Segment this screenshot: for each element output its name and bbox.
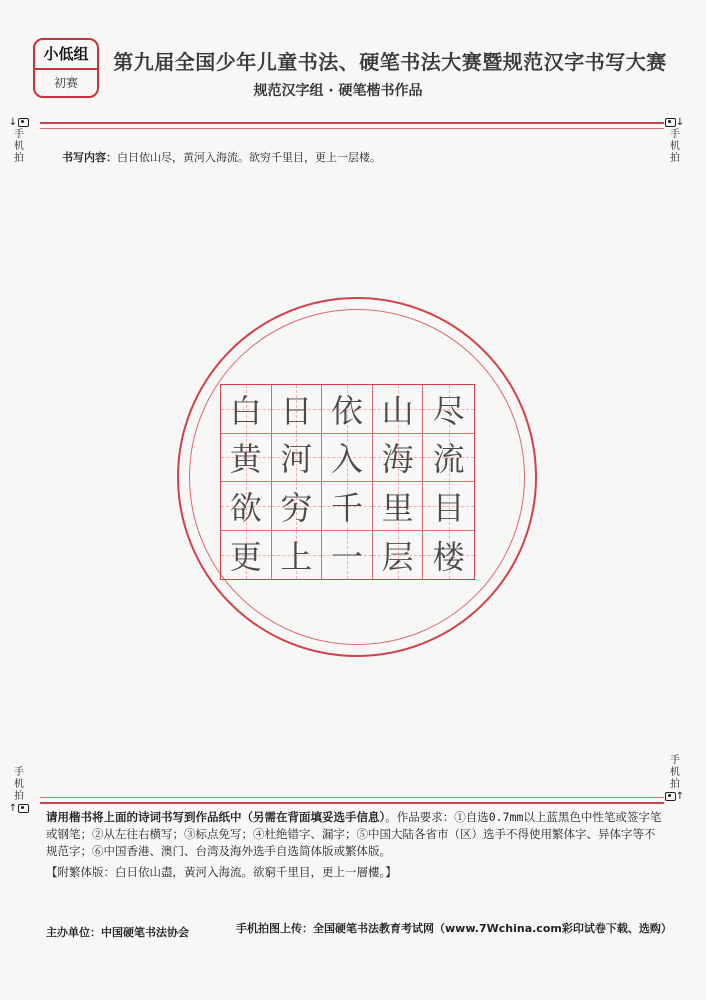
phone-shot-label: 手机拍 [14, 129, 24, 164]
phone-shot-label: 手机拍 [670, 755, 680, 790]
phone-shot-mark-bottom-left [8, 767, 30, 815]
grid-cell [272, 531, 323, 580]
grid-char: 依 [330, 391, 363, 430]
writing-content-label: 书写内容： [62, 151, 117, 164]
upload-info: 手机拍图上传：全国硬笔书法教育考试网（www.7Wchina.com彩印试卷下载、选购） [236, 922, 672, 935]
grid-cell [373, 531, 424, 580]
grid-cell [322, 531, 373, 580]
grid-char: 河 [280, 440, 313, 479]
grid-char: 目 [432, 488, 465, 527]
grid-cell [221, 482, 272, 531]
grid-cell [272, 434, 323, 483]
top-rule-thick [40, 122, 664, 124]
phone-shot-label: 手机拍 [670, 129, 680, 164]
grid-cell [423, 482, 474, 531]
grid-cell [423, 531, 474, 580]
grid-char: 白 [229, 391, 262, 430]
traditional-version: 【附繁体版：白日依山盡，黃河入海流。欲窮千里目，更上一層樓。】 [46, 865, 397, 879]
grid-char: 流 [432, 440, 465, 479]
grid-char: 入 [330, 440, 363, 479]
grid-char: 穷 [280, 488, 313, 527]
page-subtitle: 规范汉字组 · 硬笔楷书作品 [253, 83, 423, 99]
grid-cell [423, 434, 474, 483]
phone-shot-mark-top-right [664, 117, 686, 165]
grid-char: 欲 [229, 488, 262, 527]
grid-char: 里 [381, 488, 414, 527]
grid-cell [221, 385, 272, 434]
instructions [46, 809, 666, 860]
grid-cell [322, 385, 373, 434]
bottom-rule-thick [40, 802, 664, 804]
grid-char: 黄 [229, 440, 262, 479]
organizer: 主办单位：中国硬笔书法协会 [46, 926, 189, 939]
writing-grid [220, 384, 475, 580]
instructions-req-3: 以上蓝黑色中性笔或签字笔或钢笔；②从左往右横写；③标点免写；④杜绝错字、漏字；⑤中国大陆各省市（区）选手不得使用繁体字、异体字等不规范字；⑥中国香港、澳门、台湾及海外选手自选简体版或繁体版。 [46, 810, 662, 858]
instructions-req-2: 0.7mm [488, 810, 524, 824]
grid-char: 山 [381, 391, 414, 430]
instructions-req-1: 。作品要求：①自选 [385, 810, 489, 824]
grid-cell [221, 531, 272, 580]
grid-cell [423, 385, 474, 434]
grid-cell [272, 385, 323, 434]
group-badge [33, 38, 99, 98]
instructions-lead: 请用楷书将上面的诗词书写到作品纸中（另需在背面填妥选手信息） [46, 810, 386, 824]
camera-icon: ↑ [8, 803, 30, 815]
grid-cell [322, 434, 373, 483]
camera-icon: ↓ [8, 117, 30, 129]
writing-content-text: 白日依山尽，黄河入海流。欲穷千里目，更上一层楼。 [117, 151, 381, 164]
grid-char: 更 [229, 537, 262, 576]
camera-icon: ↓ [664, 117, 686, 129]
camera-icon: ↑ [664, 791, 686, 803]
grid-char: 一 [330, 537, 363, 576]
grid-cell [373, 385, 424, 434]
top-rule-thin [40, 128, 664, 129]
bottom-rule-thin [40, 797, 664, 798]
page-title: 第九届全国少年儿童书法、硬笔书法大赛暨规范汉字书写大赛 [113, 50, 667, 74]
badge-stage-label: 初赛 [53, 76, 78, 90]
phone-shot-label: 手机拍 [14, 767, 24, 802]
grid-char: 千 [330, 488, 363, 527]
grid-char: 尽 [432, 391, 465, 430]
grid-char: 楼 [432, 537, 465, 576]
grid-cell [373, 434, 424, 483]
grid-char: 海 [381, 440, 414, 479]
grid-char: 上 [280, 537, 313, 576]
grid-cell [221, 434, 272, 483]
phone-shot-mark-bottom-right [664, 755, 686, 803]
writing-content [62, 149, 381, 165]
grid-char: 日 [280, 391, 313, 430]
grid-char: 层 [381, 537, 414, 576]
grid-cell [373, 482, 424, 531]
badge-group-label: 小低组 [35, 40, 97, 70]
grid-cell [322, 482, 373, 531]
grid-cell [272, 482, 323, 531]
phone-shot-mark-top-left [8, 117, 30, 165]
